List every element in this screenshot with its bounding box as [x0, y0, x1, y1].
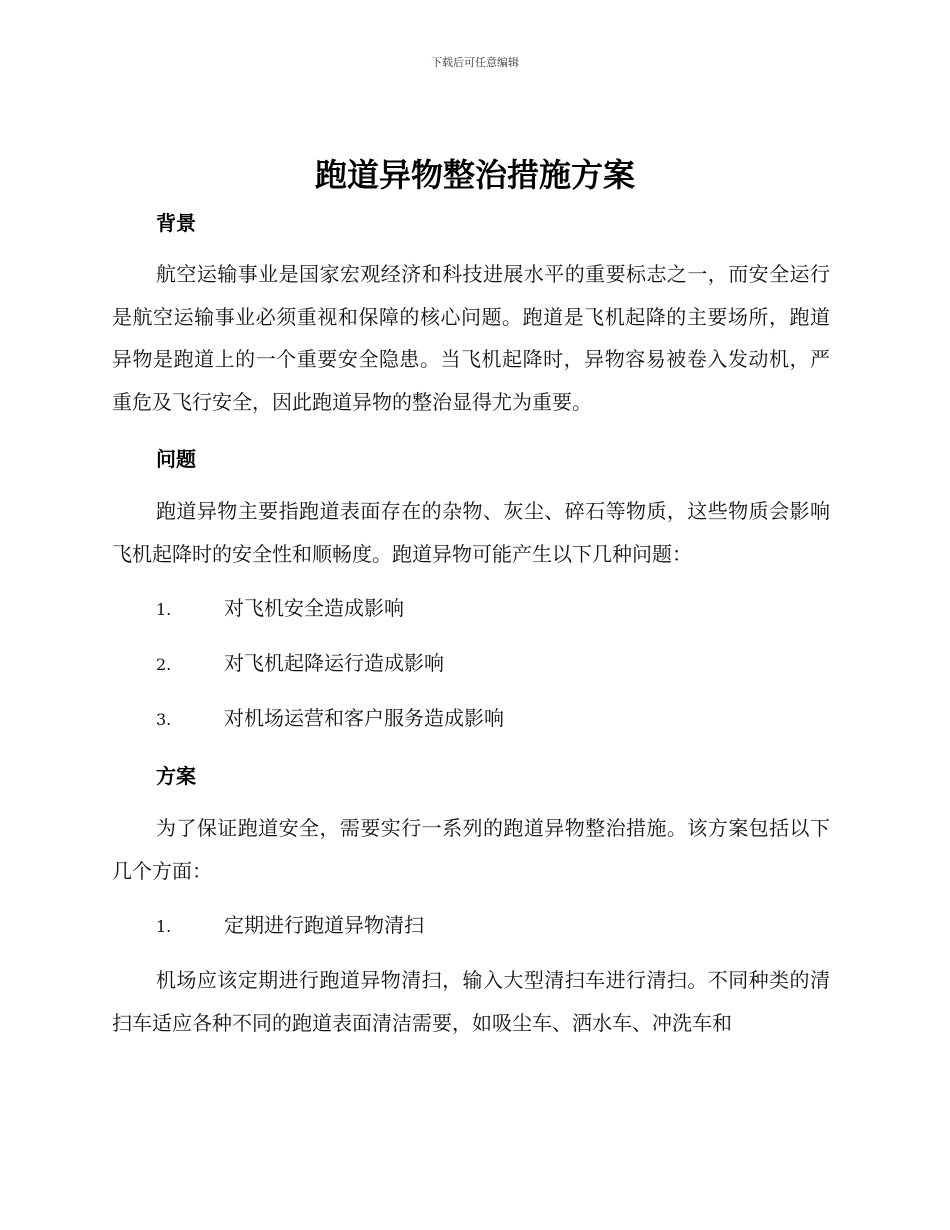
heading-background: 背景: [156, 211, 196, 235]
list-item-number: 1.: [156, 600, 172, 619]
list-item-number: 1.: [156, 917, 172, 936]
paragraph-problem: 跑道异物主要指跑道表面存在的杂物、灰尘、碎石等物质，这些物质会影响飞机起降时的安全性和顺畅度。跑道异物可能产生以下几种问题：: [112, 499, 830, 566]
list-item-text: 对飞机起降运行造成影响: [224, 651, 444, 675]
list-item: [156, 596, 404, 622]
page-header: 下载后可任意编辑: [431, 56, 519, 69]
list-item: [156, 706, 504, 732]
list-item: [156, 651, 444, 677]
list-item-number: 2.: [156, 655, 172, 674]
list-item-text: 定期进行跑道异物清扫: [224, 913, 424, 937]
paragraph-plan: 为了保证跑道安全，需要实行一系列的跑道异物整治措施。该方案包括以下几个方面：: [112, 816, 830, 883]
heading-plan: 方案: [156, 764, 196, 788]
paragraph-plan-cleaning: 机场应该定期进行跑道异物清扫，输入大型清扫车进行清扫。不同种类的清扫车适应各种不同的跑道表面清洁需要，如吸尘车、洒水车、冲洗车和: [112, 968, 830, 1035]
list-item-number: 3.: [156, 710, 172, 729]
list-item: [156, 913, 424, 939]
list-item-text: 对机场运营和客户服务造成影响: [224, 706, 504, 730]
heading-problem: 问题: [156, 447, 196, 471]
document-title: 跑道异物整治措施方案: [314, 156, 635, 194]
paragraph-background: 航空运输事业是国家宏观经济和科技进展水平的重要标志之一，而安全运行是航空运输事业必须重视和保障的核心问题。跑道是飞机起降的主要场所，跑道异物是跑道上的一个重要安全隐患。当飞机起降时，异物容易被卷入发动机，严重危及飞行安全，因此跑道异物的整治显得尤为重要。: [112, 262, 830, 414]
list-item-text: 对飞机安全造成影响: [224, 596, 404, 620]
